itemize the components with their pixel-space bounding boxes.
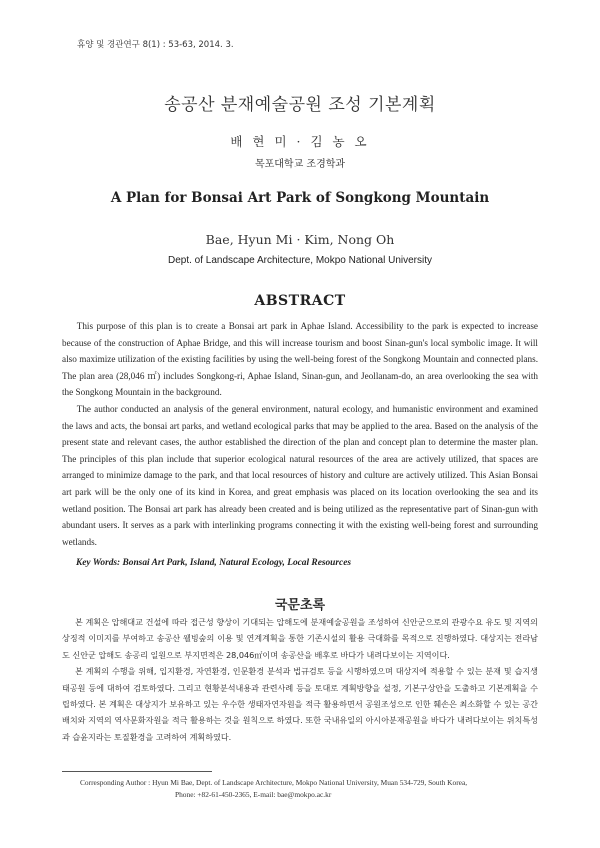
footnote-divider [62, 771, 212, 772]
korean-abstract-paragraph: 본 계획의 수행을 위해, 입지환경, 자연환경, 인문환경 분석과 법규검토 등을 시행하였으며 대상지에 적용할 수 있는 분재 및 습지생태공원 등에 대하여 검토하였다. 그리고 현황분석내용과 관련사례 등을 토대로 계획방향을 설정, 기본구상안을 도출하고 기본계획을 수립하였다. 본 계획은 대상지가 보유하고 있는 우수한 생태자연자원을 적극 활용하면서 공원조성으로 인한 훼손은 최소화할 수 있는 공간배치와 지역의 역사문화자원을 적극 활용하는 것을 원칙으로 하였다. 또한 국내유일의 아시아분재공원을 바다가 내려다보이는 위치특성과 습윤지라는 토질환경을 고려하여 계획하였다. [62, 666, 538, 742]
korean-abstract-paragraph: 본 계획은 압해대교 건설에 따라 접근성 향상이 기대되는 압해도에 분재예술공원을 조성하여 신안군으로의 관광수요 유도 및 지역의 상징적 이미지를 부여하고 송공산 웰빙숲의 이용 및 연계계획을 통한 기존시설의 활용 극대화를 목적으로 진행하였다. 대상지는 전라남도 신안군 압해도 송공리 일원으로 부지면적은 28,046㎡이며 송공산을 배후로 바다가 내려다보이는 지역이다. [62, 617, 538, 660]
title-english: A Plan for Bonsai Art Park of Songkong Mountain [110, 190, 490, 206]
journal-header: 휴양 및 경관연구 8(1) : 53-63, 2014. 3. [77, 40, 234, 50]
affiliation-english: Dept. of Landscape Architecture, Mokpo National University [167, 255, 433, 266]
corresponding-author-line1: Hyun Mi Bae, Dept. of Landscape Architecture, Mokpo National University, Muan 534-729, South Korea, [152, 778, 468, 787]
authors-korean: 배 현 미 · 김 농 오 [230, 134, 370, 149]
corresponding-author-line2: Phone: +82-61-450-2365, E-mail: bae@mokpo.ac.kr [175, 789, 332, 799]
keywords: Key Words: Bonsai Art Park, Island, Natural Ecology, Local Resources [76, 558, 352, 568]
abstract-body [62, 318, 538, 550]
korean-abstract-heading: 국문초록 [274, 598, 326, 613]
abstract-heading: ABSTRACT [254, 293, 346, 309]
authors-english: Bae, Hyun Mi · Kim, Nong Oh [205, 232, 395, 247]
corresponding-author-note [80, 777, 550, 800]
korean-abstract-body [62, 614, 538, 745]
abstract-paragraph: This purpose of this plan is to create a Bonsai art park in Aphae Island. Accessibility to the park is expected to increase because of the construction of Aphae Bridge, and this will increase tourism and boost Sinan-gun's local symbolic image. It will also maximize utilization of the existing facilities by using the well-being forest of the Songkong Mountain and connected plans. The plan area (28,046 ㎡) includes Songkong-ri, Aphae Island, Sinan-gun, and Jeollanam-do, an area overlooking the sea with the Songkong Mountain in the background. [62, 321, 538, 398]
corresponding-author-label: Corresponding Author : [80, 778, 151, 787]
affiliation-korean: 목포대학교 조경학과 [254, 159, 346, 170]
title-korean: 송공산 분재예술공원 조성 기본계획 [164, 95, 436, 115]
abstract-paragraph: The author conducted an analysis of the general environment, natural ecology, and humanistic environment and examined the laws and acts, the bonsai art parks, and wetland ecological parks that may be applied to the area. Based on the analysis of the present state and relevant cases, the author established the direction of the plan and concept plan to determine the master plan. The principles of this plan include that superior ecological natural resources of the area are actively utilized, that spaces are arranged to minimize damage to the park, and that local resources of history and culture are actively utilized. This Asian Bonsai art park will be the only one of its kind in Korea, and great emphasis was placed on its location overlooking the sea and its wetland position. The Bonsai art park has already been created and is being utilized as the representative part of Sinan-gun with abundant users. It serves as a park with interlinking programs connecting it with the existing well-being forest and surrounding wetlands. [62, 403, 538, 547]
